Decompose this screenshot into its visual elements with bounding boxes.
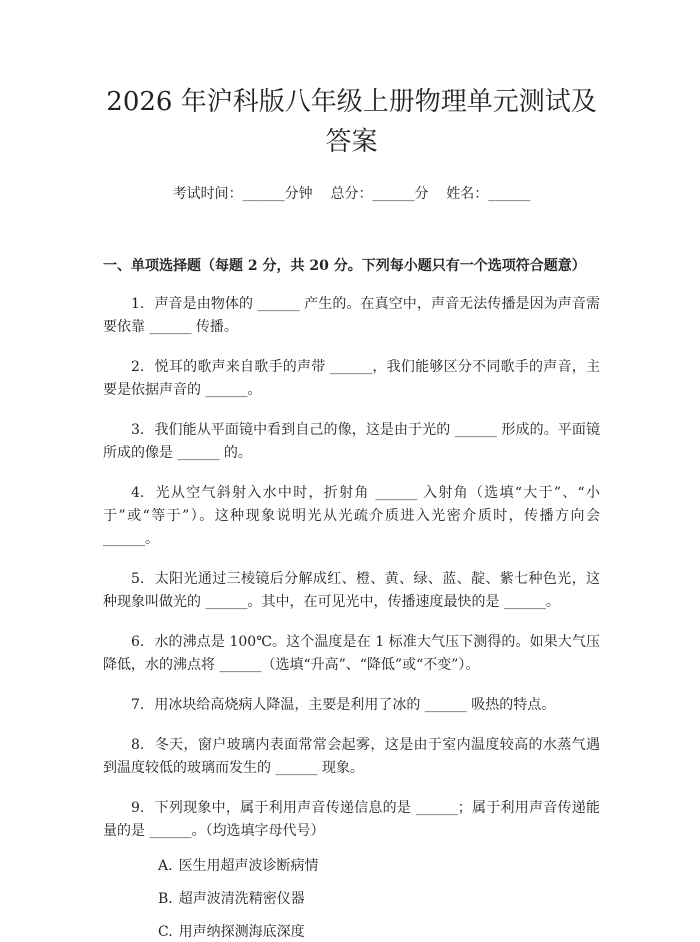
question-number: 6. <box>131 634 145 650</box>
question-text: 声音是由物体的 ______ 产生的。在真空中，声音无法传播是因为声音需要依靠 ______ 传播。 <box>103 296 600 335</box>
question-number: 7. <box>131 697 145 713</box>
question-number: 5. <box>131 571 145 587</box>
question-number: 1. <box>131 296 145 312</box>
answer-option-c <box>103 922 600 942</box>
question-text: 下列现象中，属于利用声音传递信息的是 ______；属于利用声音传递能量的是 ______。（均选填字母代号） <box>103 800 600 839</box>
question-text: 悦耳的歌声来自歌手的声带 ______，我们能够区分不同歌手的声音，主要是依据声音的 ______。 <box>103 359 600 398</box>
question-number: 8. <box>131 737 145 753</box>
question-item <box>103 482 600 551</box>
option-letter: A. <box>158 858 173 874</box>
question-item <box>103 356 600 402</box>
question-text: 光从空气斜射入水中时，折射角 ______ 入射角（选填“大于”、“小于”或“等于”）。这种现象说明光从光疏介质进入光密介质时，传播方向会 ______。 <box>103 485 600 547</box>
question-item <box>103 631 600 677</box>
question-text: 我们能从平面镜中看到自己的像，这是由于光的 ______ 形成的。平面镜所成的像是 ______ 的。 <box>103 422 600 461</box>
question-number: 9. <box>131 800 145 816</box>
question-text: 用冰块给高烧病人降温，主要是利用了冰的 ______ 吸热的特点。 <box>154 697 556 713</box>
question-number: 2. <box>131 359 145 375</box>
option-text: 超声波清洗精密仪器 <box>178 891 305 907</box>
document-title: 2026 年沪科版八年级上册物理单元测试及答案 <box>106 87 597 157</box>
question-number: 3. <box>131 422 145 438</box>
answer-option-a <box>103 856 600 876</box>
question-item <box>103 568 600 614</box>
question-text: 太阳光通过三棱镜后分解成红、橙、黄、绿、蓝、靛、紫七种色光，这种现象叫做光的 ______。其中，在可见光中，传播速度最快的是 ______。 <box>103 571 600 610</box>
option-text: 用声纳探测海底深度 <box>178 924 305 940</box>
question-text: 冬天，窗户玻璃内表面常常会起雾，这是由于室内温度较高的水蒸气遇到温度较低的玻璃而发生的 ______ 现象。 <box>103 737 600 776</box>
question-item <box>103 694 600 717</box>
question-item <box>103 797 600 843</box>
option-letter: B. <box>158 891 173 907</box>
answer-option-b <box>103 889 600 909</box>
exam-info-line: 考试时间：______分钟 总分：______分 姓名：______ <box>172 186 531 202</box>
option-letter: C. <box>158 924 173 940</box>
question-number: 4. <box>131 485 145 501</box>
option-text: 医生用超声波诊断病情 <box>178 858 319 874</box>
section-heading: 一、单项选择题（每题 2 分，共 20 分。下列每小题只有一个选项符合题意） <box>103 258 586 274</box>
question-item <box>103 293 600 339</box>
question-item <box>103 419 600 465</box>
question-text: 水的沸点是 100℃。这个温度是在 1 标准大气压下测得的。如果大气压降低，水的沸点将 ______（选填“升高”、“降低”或“不变”）。 <box>103 634 600 673</box>
question-item <box>103 734 600 780</box>
